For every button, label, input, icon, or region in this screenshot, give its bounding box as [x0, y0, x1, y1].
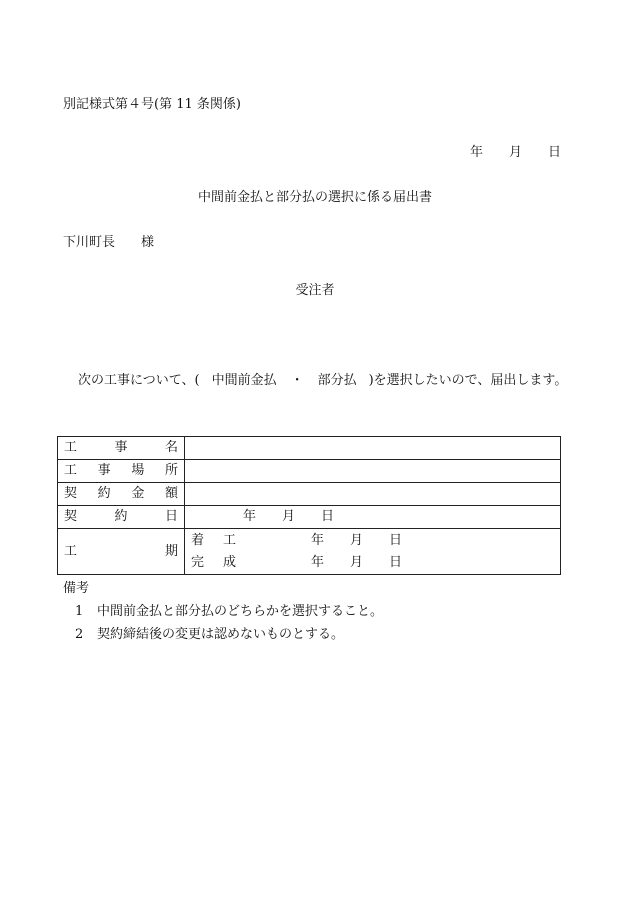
label-contract-amount: 契 約 金 額	[58, 483, 185, 506]
document-title: 中間前金払と部分払の選択に係る届出書	[197, 190, 432, 205]
note-item	[75, 604, 383, 620]
label-project-name: 工 事 名	[58, 437, 185, 460]
selection-statement	[78, 373, 567, 389]
start-date-line: 着 工 年 月 日	[191, 532, 403, 548]
label-contract-date: 契 約 日	[58, 506, 185, 529]
value-contract-date[interactable]: 年 月 日	[185, 506, 561, 529]
table-row	[58, 506, 561, 529]
note-number: 1	[75, 604, 84, 619]
project-info-table	[57, 436, 561, 575]
statement-prefix: 次の工事について、(	[78, 373, 200, 388]
notes-heading: 備考	[63, 581, 90, 596]
table-row	[58, 460, 561, 483]
label-project-location: 工 事 場 所	[58, 460, 185, 483]
value-project-name[interactable]	[185, 437, 561, 460]
table-row	[58, 529, 561, 575]
addressee	[63, 235, 154, 251]
statement-suffix: )を選択したいので、届出します。	[368, 373, 568, 388]
note-text: 中間前金払と部分払のどちらかを選択すること。	[97, 604, 384, 619]
submission-date	[470, 145, 561, 161]
option-separator: ・	[290, 373, 304, 388]
option-interim-advance[interactable]: 中間前金払	[211, 373, 277, 388]
option-partial-payment[interactable]: 部分払	[317, 373, 357, 388]
value-project-location[interactable]	[185, 460, 561, 483]
value-construction-period[interactable]	[185, 529, 561, 575]
table-row	[58, 483, 561, 506]
completion-date-line: 完 成 年 月 日	[191, 554, 403, 570]
contractor-label: 受注者	[295, 283, 335, 298]
date-month-label: 月	[509, 145, 523, 160]
date-year-label: 年	[470, 145, 484, 160]
addressee-name: 下川町長	[63, 235, 116, 250]
addressee-honorific: 様	[141, 235, 155, 250]
form-number-label: 別記様式第４号(第 11 条関係)	[63, 97, 241, 112]
note-text: 契約締結後の変更は認めないものとする。	[97, 627, 345, 642]
label-construction-period: 工 期	[58, 529, 185, 575]
date-day-label: 日	[548, 145, 562, 160]
table-row	[58, 437, 561, 460]
value-contract-amount[interactable]	[185, 483, 561, 506]
note-item	[75, 627, 344, 643]
note-number: 2	[75, 627, 84, 642]
